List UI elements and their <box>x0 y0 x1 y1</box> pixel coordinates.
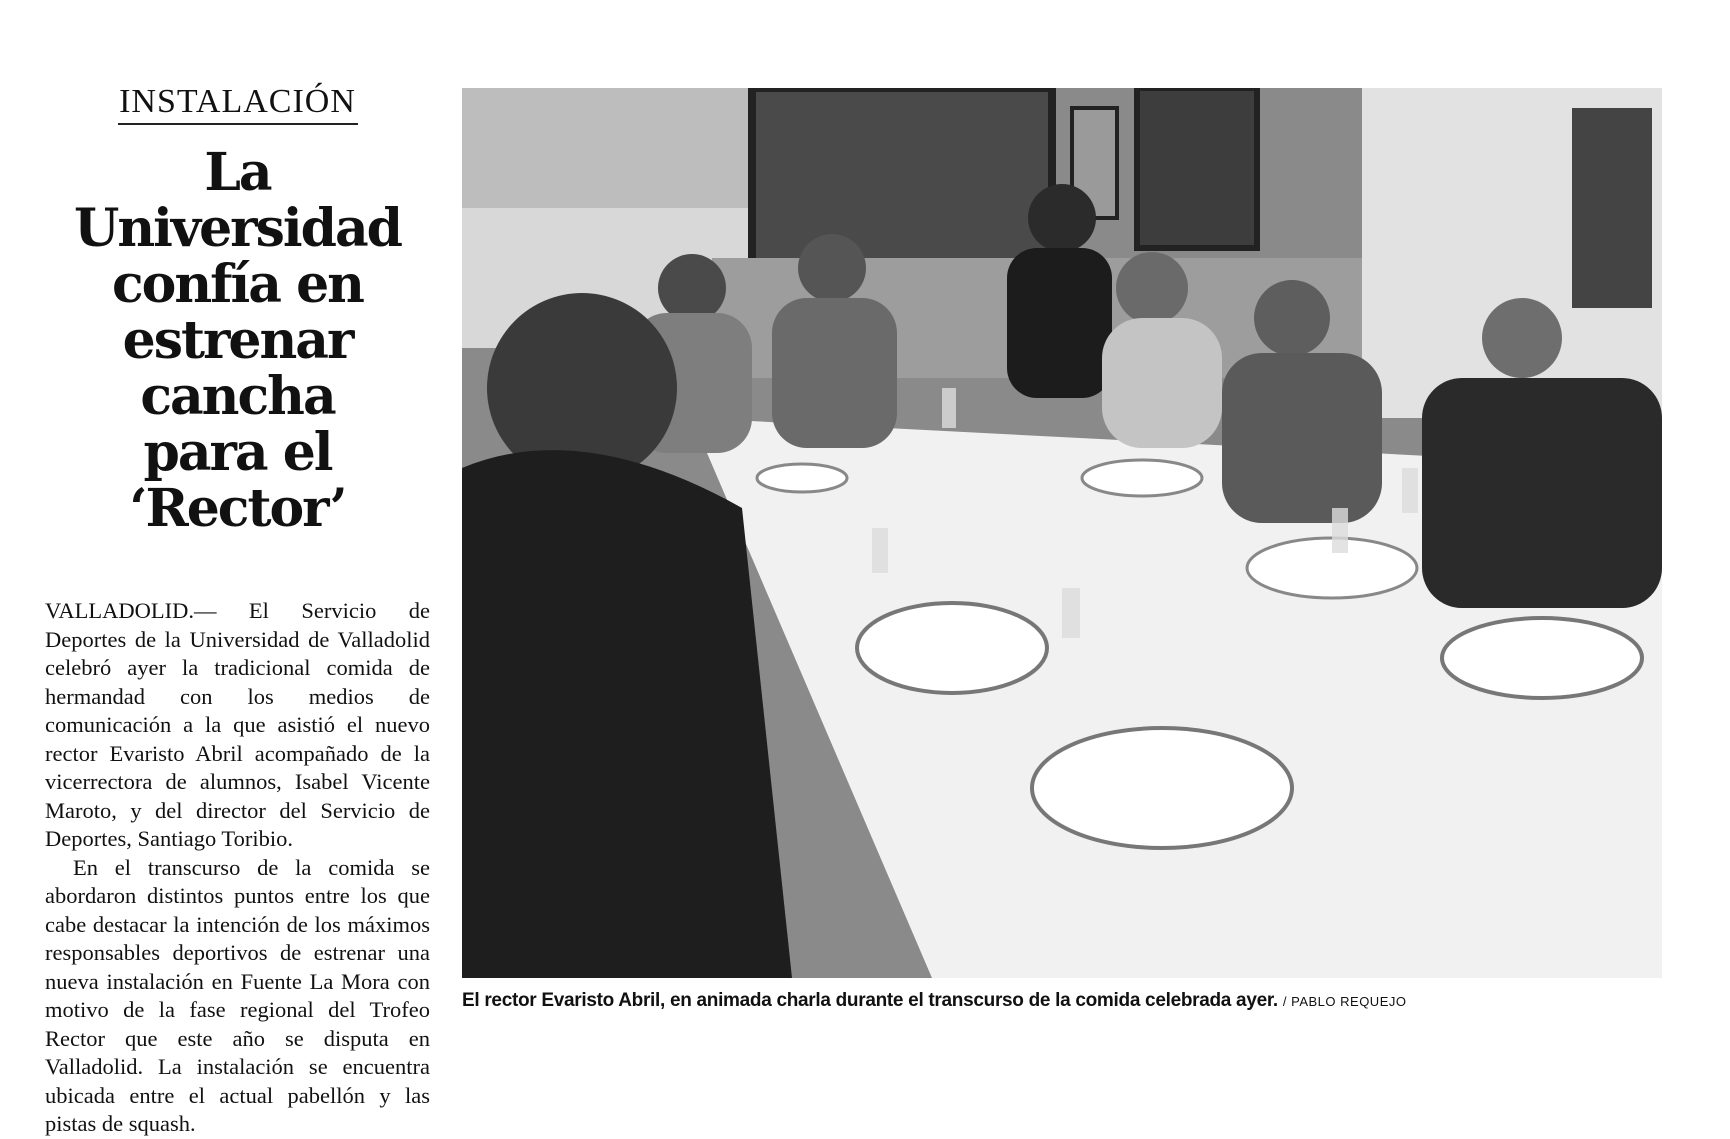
photo-credit: / PABLO REQUEJO <box>1282 994 1407 1009</box>
news-photo <box>462 88 1662 978</box>
headline-line: confía en <box>112 254 363 315</box>
body-paragraph: En el transcurso de la comida se abordaron distintos puntos entre los que cabe destacar la intención de los máximos responsables deportivos de estrenar una nueva instalación en Fuente La Mora con motivo de la fase regional del Trofeo Rector que este año se disputa en Valladolid. La instalación se encuentra ubicada entre el actual pabellón y las pistas de squash. <box>45 854 430 1136</box>
photo-illustration <box>462 88 1662 978</box>
article-column <box>45 75 430 1139</box>
body-paragraph: VALLADOLID.— El Servicio de Deportes de la Universidad de Valladolid celebró ayer la tradicional comida de hermandad con los medios de comunicación a la que asistió el nuevo rector Evaristo Abril acompañado de la vicerrectora de alumnos, Isabel Vicente Maroto, y del director del Servicio de Deportes, Santiago Toribio. <box>45 598 430 851</box>
headline-line: estrenar cancha <box>122 310 353 427</box>
caption-text: El rector Evaristo Abril, en animada charla durante el transcurso de la comida celebrada ayer. <box>462 990 1278 1011</box>
headline-line: La Universidad <box>73 142 402 259</box>
photo-caption <box>462 990 1702 1012</box>
article-body <box>45 597 430 1139</box>
headline-line: para el ‘Rector’ <box>129 422 346 539</box>
headline <box>45 142 430 539</box>
section-label: INSTALACIÓN <box>118 83 358 125</box>
